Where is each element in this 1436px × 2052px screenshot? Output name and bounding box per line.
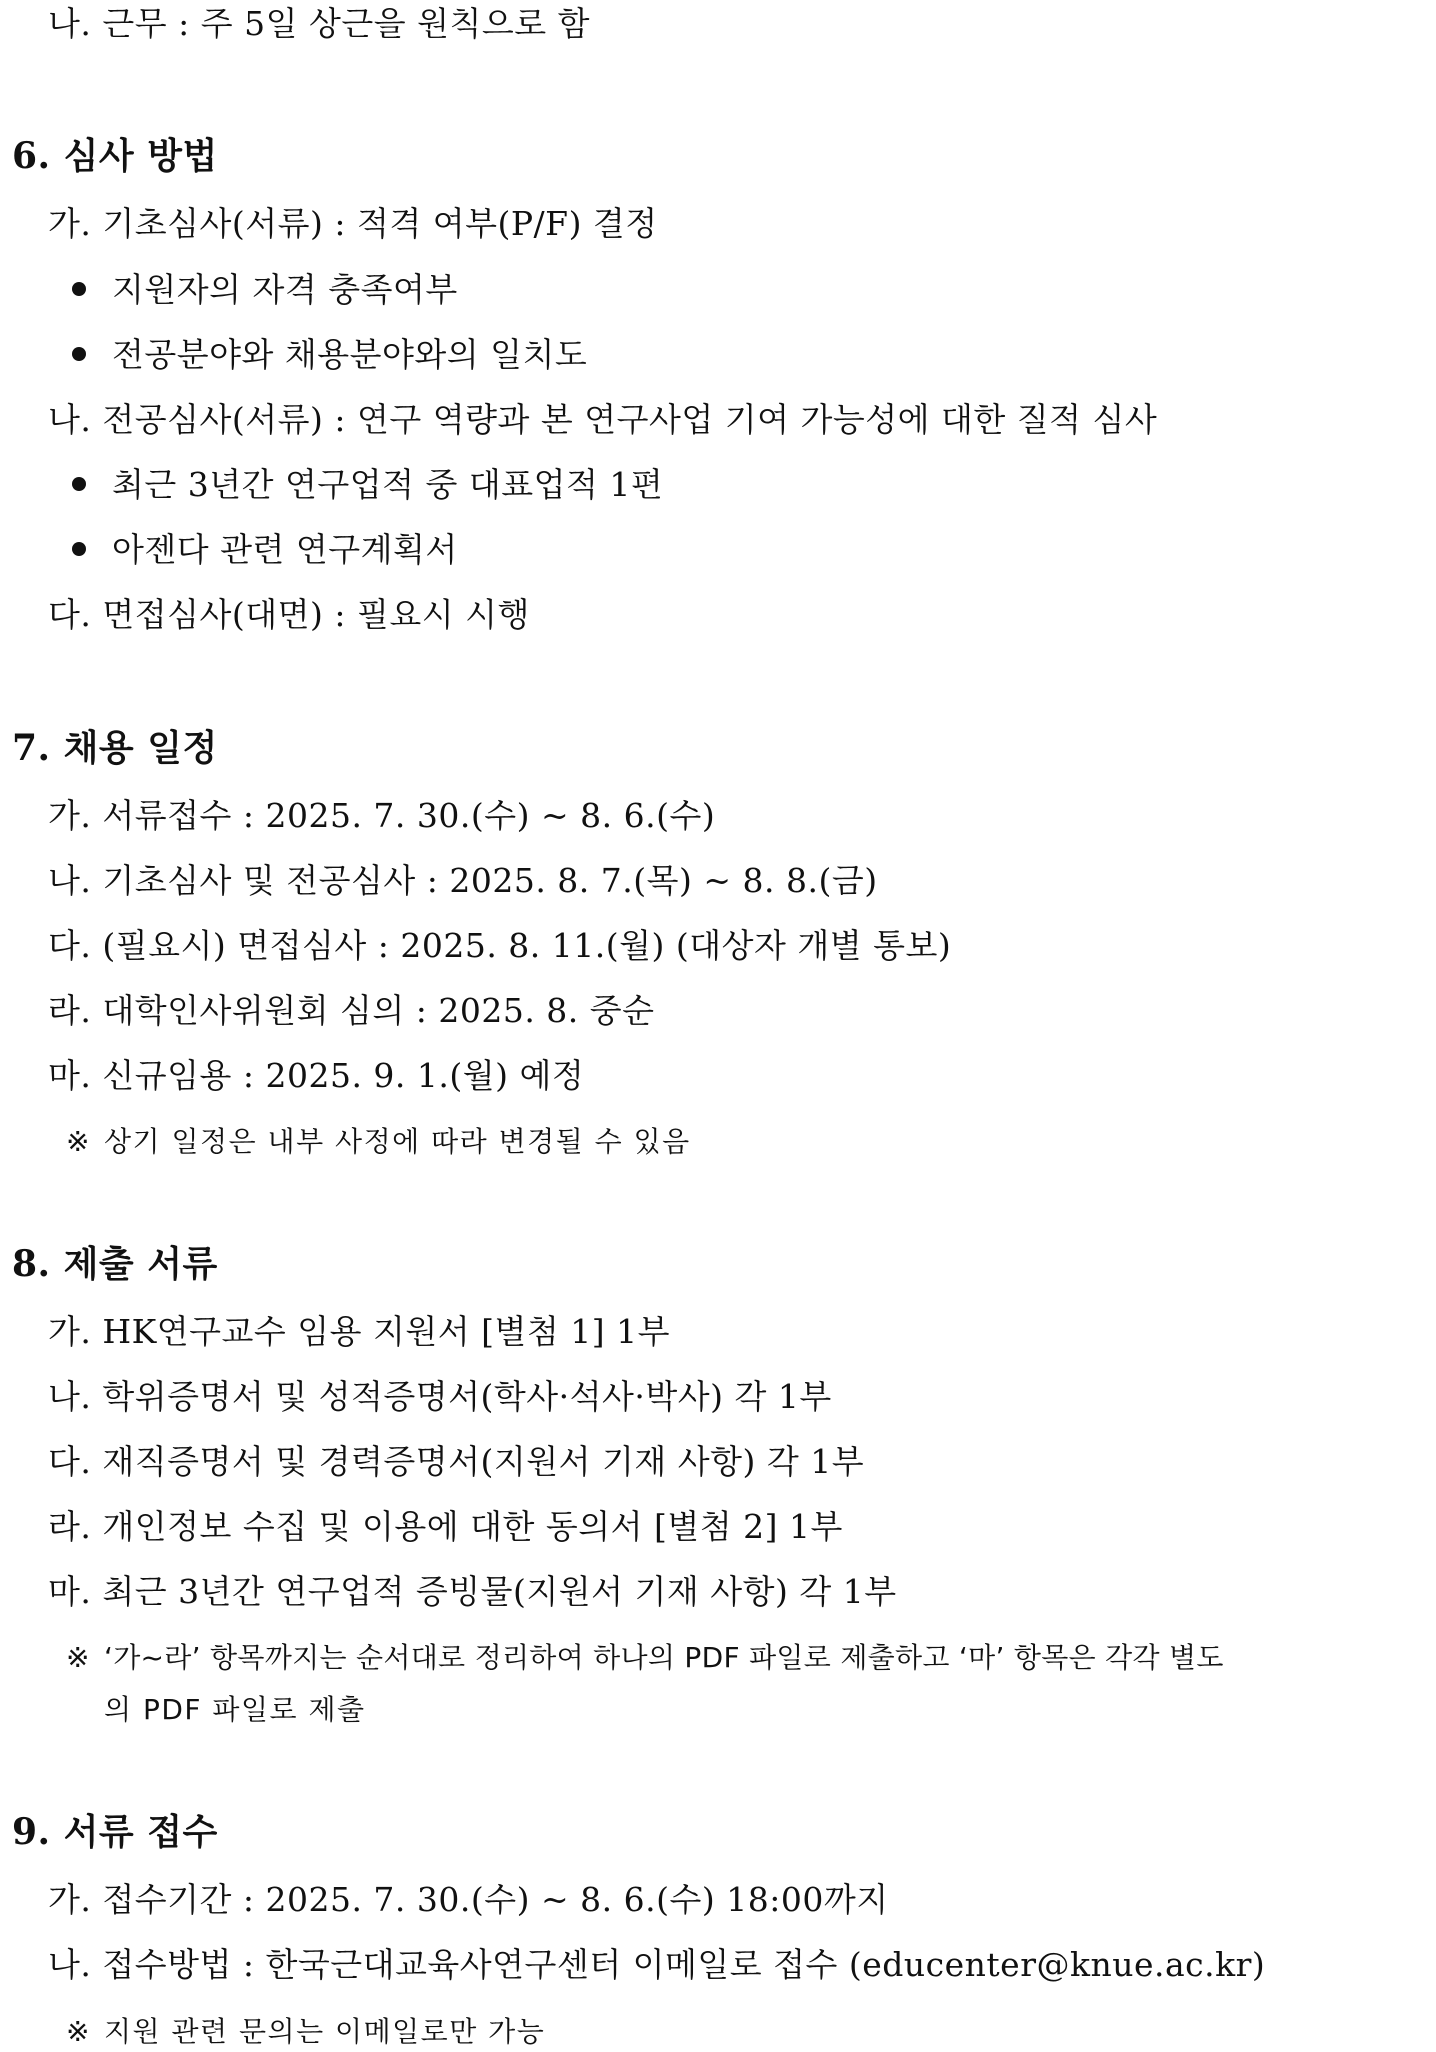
s7-item-da: 다. (필요시) 면접심사 : 2025. 8. 11.(월) (대상자 개별 통보) bbox=[48, 926, 952, 965]
s6-item-da: 다. 면접심사(대면) : 필요시 시행 bbox=[48, 595, 530, 634]
work-condition-line: 나. 근무 : 주 5일 상근을 원칙으로 함 bbox=[48, 4, 590, 43]
s7-note bbox=[66, 1124, 691, 1160]
s8-item-da: 다. 재직증명서 및 경력증명서(지원서 기재 사항) 각 1부 bbox=[48, 1442, 865, 1481]
s6-bullet-1 bbox=[72, 270, 458, 310]
s8-note-line-2: 의 PDF 파일로 제출 bbox=[104, 1693, 366, 1726]
section-8-heading: 8. 제출 서류 bbox=[12, 1243, 218, 1285]
section-9-heading: 9. 서류 접수 bbox=[12, 1811, 218, 1853]
bullet-icon bbox=[72, 282, 86, 296]
s7-item-ga: 가. 서류접수 : 2025. 7. 30.(수) ~ 8. 6.(수) bbox=[48, 796, 716, 835]
section-6-heading: 6. 심사 방법 bbox=[12, 135, 218, 177]
s9-note bbox=[66, 2014, 545, 2050]
s8-item-ma: 마. 최근 3년간 연구업적 증빙물(지원서 기재 사항) 각 1부 bbox=[48, 1572, 897, 1611]
bullet-text: 아젠다 관련 연구계획서 bbox=[112, 530, 458, 569]
s6-bullet-4 bbox=[72, 530, 458, 570]
s6-bullet-3 bbox=[72, 465, 663, 505]
bullet-text: 지원자의 자격 충족여부 bbox=[112, 270, 458, 309]
s7-item-na: 나. 기초심사 및 전공심사 : 2025. 8. 7.(목) ~ 8. 8.(금) bbox=[48, 861, 878, 900]
s6-bullet-2 bbox=[72, 335, 587, 375]
note-mark: ※ bbox=[66, 1641, 90, 1674]
note-text: 지원 관련 문의는 이메일로만 가능 bbox=[104, 2015, 546, 2048]
s8-item-ga: 가. HK연구교수 임용 지원서 [별첨 1] 1부 bbox=[48, 1312, 671, 1351]
s8-item-ra: 라. 개인정보 수집 및 이용에 대한 동의서 [별첨 2] 1부 bbox=[48, 1507, 843, 1546]
bullet-text: 최근 3년간 연구업적 중 대표업적 1편 bbox=[112, 465, 664, 504]
note-text: 상기 일정은 내부 사정에 따라 변경될 수 있음 bbox=[104, 1125, 691, 1158]
s8-note-line-1 bbox=[66, 1640, 1224, 1676]
s9-item-na: 나. 접수방법 : 한국근대교육사연구센터 이메일로 접수 (educenter@knue.ac.kr) bbox=[48, 1945, 1266, 1984]
note-mark: ※ bbox=[66, 2015, 91, 2048]
s6-item-ga: 가. 기초심사(서류) : 적격 여부(P/F) 결정 bbox=[48, 204, 658, 243]
s7-item-ra: 라. 대학인사위원회 심의 : 2025. 8. 중순 bbox=[48, 991, 655, 1030]
bullet-icon bbox=[72, 477, 86, 491]
s9-item-ga: 가. 접수기간 : 2025. 7. 30.(수) ~ 8. 6.(수) 18:00까지 bbox=[48, 1880, 889, 1919]
bullet-icon bbox=[72, 347, 86, 361]
note-mark: ※ bbox=[66, 1125, 91, 1158]
s8-item-na: 나. 학위증명서 및 성적증명서(학사·석사·박사) 각 1부 bbox=[48, 1377, 832, 1416]
section-7-heading: 7. 채용 일정 bbox=[12, 727, 218, 769]
bullet-icon bbox=[72, 542, 86, 556]
bullet-text: 전공분야와 채용분야와의 일치도 bbox=[112, 335, 588, 374]
note-text: ‘가~라’ 항목까지는 순서대로 정리하여 하나의 PDF 파일로 제출하고 ‘마’ 항목은 각각 별도 bbox=[104, 1641, 1224, 1674]
s6-item-na: 나. 전공심사(서류) : 연구 역량과 본 연구사업 기여 가능성에 대한 질적 심사 bbox=[48, 400, 1158, 439]
s7-item-ma: 마. 신규임용 : 2025. 9. 1.(월) 예정 bbox=[48, 1056, 585, 1095]
